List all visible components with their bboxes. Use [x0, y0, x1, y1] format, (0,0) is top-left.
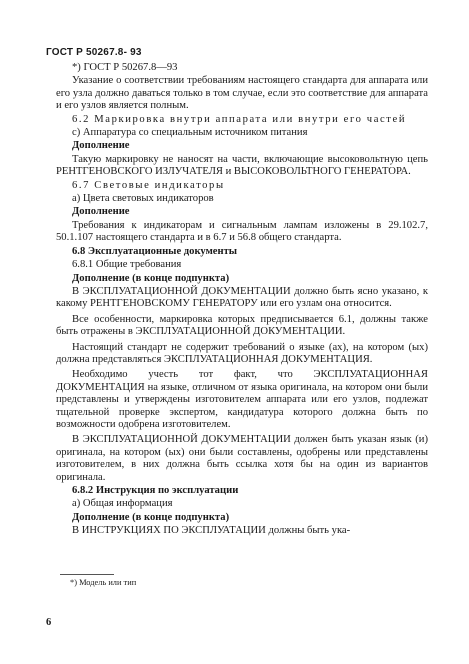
clause-6-8-2-heading: 6.8.2 Инструкция по эксплуатации	[72, 485, 239, 496]
running-header: ГОСТ Р 50267.8- 93	[46, 47, 142, 58]
subclause-c-heading: с) Аппаратура со специальным источником питания	[72, 127, 308, 139]
paragraph-doc-generator: В ЭКСПЛУАТАЦИОННОЙ ДОКУМЕНТАЦИИ должно быть ясно указано, к какому РЕНТГЕНОВСКОМУ ГЕНЕРАТОРУ или его узлам она относится.	[56, 285, 428, 310]
clause-6-7-heading: 6.7 Световые индикаторы	[72, 179, 225, 191]
paragraph-compliance-note: Указание о соответствии требованиям настоящего стандарта для аппарата или его узла должно даваться только в том случае, если это соответствие для аппарата и его узлов является полным.	[56, 75, 428, 112]
addition-label: Дополнение (в конце подпункта)	[72, 272, 230, 284]
addition-label: Дополнение	[72, 206, 130, 218]
clause-6-8-1-heading: 6.8.1 Общие требования	[72, 259, 182, 271]
addition-label: Дополнение	[72, 140, 130, 152]
paragraph-doc-features: Все особенности, маркировка которых предписывается 6.1, должны также быть отражены в ЭКСПЛУАТАЦИОННОЙ ДОКУМЕНТАЦИИ.	[56, 313, 428, 338]
page-number: 6	[46, 617, 52, 628]
footnote-marker-line: *) ГОСТ Р 50267.8—93	[72, 62, 178, 73]
paragraph-doc-original-language: В ЭКСПЛУАТАЦИОННОЙ ДОКУМЕНТАЦИИ должен быть указан язык (и) оригинала, на котором (ых) они были составлены, одобрены или представлены изготовителем, в них должна быть ссылка хотя бы на один из вариантов оригинала.	[56, 434, 428, 483]
paragraph-instructions: В ИНСТРУКЦИЯХ ПО ЭКСПЛУАТАЦИИ должны быть ука-	[72, 525, 351, 537]
clause-6-2-heading: 6.2 Маркировка внутри аппарата или внутри его частей	[72, 113, 407, 125]
subclause-a-heading: а) Цвета световых индикаторов	[72, 193, 214, 205]
document-body	[56, 62, 428, 539]
paragraph-indicators: Требования к индикаторам и сигнальным лампам изложены в 29.102.7, 50.1.107 настоящего стандарта и в 6.7 и 56.8 общего стандарта.	[56, 219, 428, 244]
footnote: *) Модель или тип	[70, 578, 137, 587]
paragraph-marking: Такую маркировку не наносят на части, включающие высоковольтную цепь РЕНТГЕНОВСКОГО ИЗЛУЧАТЕЛЯ и ВЫСОКОВОЛЬТНОГО ГЕНЕРАТОРА.	[56, 153, 428, 178]
paragraph-doc-language: Настоящий стандарт не содержит требований о языке (ах), на котором (ых) должна представляться ЭКСПЛУАТАЦИОННАЯ ДОКУМЕНТАЦИЯ.	[56, 341, 428, 365]
footnote-rule	[60, 574, 114, 575]
clause-6-8-heading: 6.8 Эксплуатационные документы	[72, 245, 238, 257]
addition-label: Дополнение (в конце подпункта)	[72, 511, 230, 523]
subclause-a-general-info: а) Общая информация	[72, 498, 173, 510]
paragraph-doc-translation: Необходимо учесть тот факт, что ЭКСПЛУАТАЦИОННАЯ ДОКУМЕНТАЦИЯ на языке, отличном от языка оригинала, на котором они были представлены и утверждены изготовителем аппарата или его узлов, подлежат тщательной проверке экспертом, кандидатура которого должна быть по возможности одобрена изготовителем.	[56, 369, 428, 430]
